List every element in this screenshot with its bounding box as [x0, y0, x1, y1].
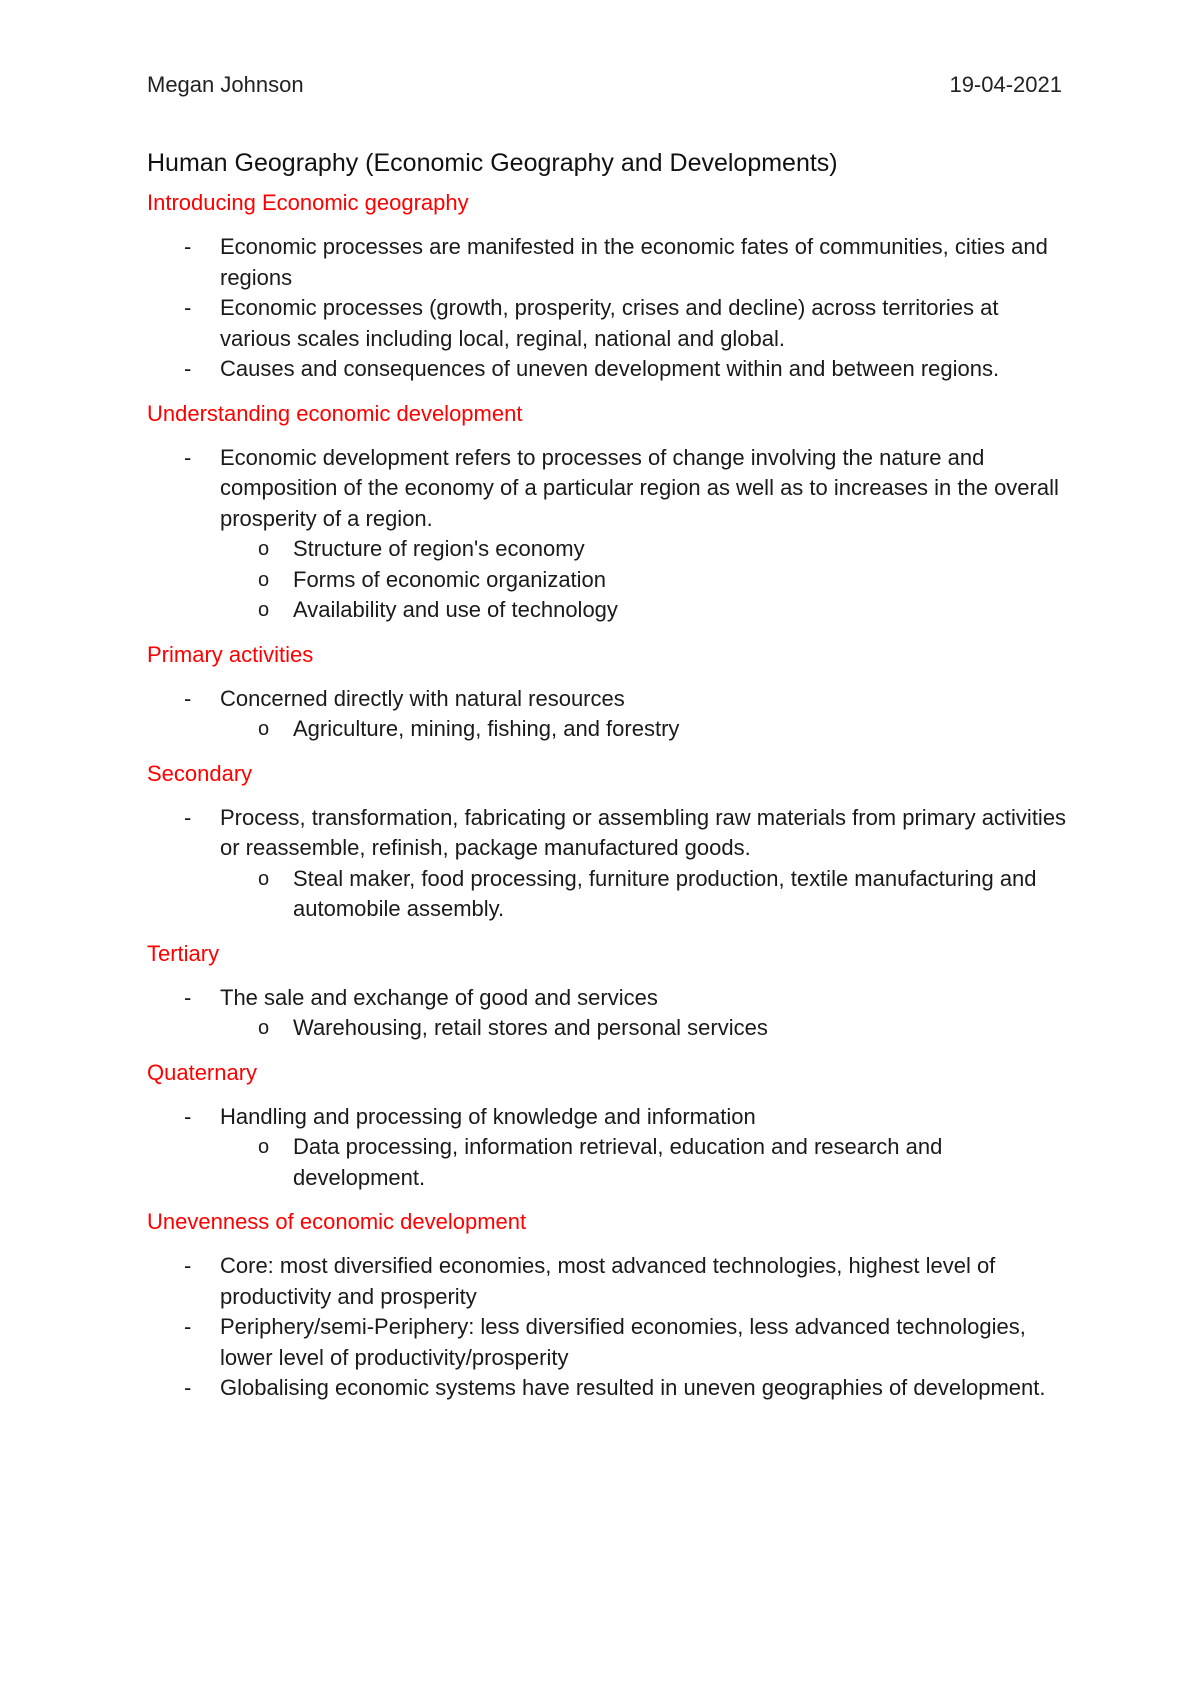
list-item-text: Causes and consequences of uneven development within and between regions.: [220, 356, 1000, 381]
circle-bullet-icon: o: [258, 718, 270, 740]
list-item-text: Process, transformation, fabricating or assembling raw materials from primary activities or reassemble, refinish, package manufactured goods.: [220, 804, 1067, 860]
sub-list-item: [147, 864, 1067, 925]
sub-list-item-text: Structure of region's economy: [293, 536, 585, 561]
circle-bullet-icon: o: [258, 867, 270, 890]
list-item: [147, 1373, 1067, 1404]
list-item: [147, 354, 1067, 385]
section-heading: Tertiary: [147, 940, 220, 966]
sub-list-item: [147, 714, 1067, 745]
sub-list-item: [147, 565, 1067, 596]
section-tertiary: [147, 940, 1067, 1044]
list-item-text: Handling and processing of knowledge and information: [220, 1103, 756, 1129]
circle-bullet-icon: o: [258, 599, 270, 621]
section-unevenness-of-economic-development: [147, 1208, 1067, 1404]
dash-bullet-icon: -: [184, 804, 192, 830]
list-item-text: Core: most diversified economies, most advanced technologies, highest level of productivity and prosperity: [220, 1253, 996, 1309]
dash-bullet-icon: -: [184, 984, 192, 1010]
sub-bullet-list: [147, 864, 1067, 925]
sub-list-item: [147, 1132, 1067, 1193]
sub-list-item-text: Steal maker, food processing, furniture production, textile manufacturing and automobile assembly.: [293, 865, 1037, 921]
dash-bullet-icon: -: [184, 1314, 192, 1339]
bullet-list: [147, 1251, 1067, 1404]
list-item-text: Globalising economic systems have resulted in uneven geographies of development.: [220, 1375, 1046, 1400]
sub-bullet-list: [147, 714, 1067, 745]
sub-bullet-list: [147, 1013, 1067, 1044]
section-primary-activities: [147, 641, 1067, 745]
bullet-list: [147, 684, 1067, 745]
section-heading: Understanding economic development: [147, 400, 523, 426]
list-item: [147, 983, 1067, 1044]
dash-bullet-icon: -: [184, 234, 192, 259]
author-name: Megan Johnson: [147, 72, 304, 97]
list-item-text: The sale and exchange of good and services: [220, 984, 658, 1010]
sub-bullet-list: [147, 534, 1067, 626]
bullet-list: [147, 983, 1067, 1044]
circle-bullet-icon: o: [258, 538, 270, 560]
list-item: [147, 1251, 1067, 1312]
list-item: [147, 1312, 1067, 1373]
sub-list-item-text: Availability and use of technology: [293, 597, 618, 622]
bullet-list: [147, 1102, 1067, 1194]
document-date: 19-04-2021: [949, 72, 1062, 97]
sub-bullet-list: [147, 1132, 1067, 1193]
sub-list-item-text: Warehousing, retail stores and personal services: [293, 1015, 768, 1040]
circle-bullet-icon: o: [258, 1136, 270, 1158]
bullet-list: [147, 232, 1067, 385]
section-heading: Introducing Economic geography: [147, 190, 469, 215]
section-heading: Quaternary: [147, 1059, 258, 1085]
list-item: [147, 803, 1067, 925]
list-item: [147, 684, 1067, 745]
dash-bullet-icon: -: [184, 444, 192, 470]
dash-bullet-icon: -: [184, 685, 192, 711]
dash-bullet-icon: -: [184, 1375, 192, 1400]
list-item: [147, 443, 1067, 626]
dash-bullet-icon: -: [184, 1253, 192, 1278]
bullet-list: [147, 443, 1067, 626]
list-item: [147, 1102, 1067, 1194]
document-body: [147, 147, 1067, 1419]
list-item-text: Concerned directly with natural resources: [220, 685, 625, 711]
dash-bullet-icon: -: [184, 1103, 192, 1129]
list-item: [147, 293, 1067, 354]
list-item-text: Economic processes (growth, prosperity, crises and decline) across territories at various scales including local, reginal, national and global.: [220, 295, 999, 351]
section-heading: Primary activities: [147, 641, 314, 667]
section-understanding-economic-development: [147, 400, 1067, 626]
section-quaternary: [147, 1059, 1067, 1194]
section-secondary: [147, 760, 1067, 925]
sub-list-item: [147, 1013, 1067, 1044]
list-item: [147, 232, 1067, 293]
section-heading: Unevenness of economic development: [147, 1209, 527, 1234]
dash-bullet-icon: -: [184, 356, 192, 381]
circle-bullet-icon: o: [258, 1017, 270, 1039]
sub-list-item-text: Data processing, information retrieval, education and research and development.: [293, 1134, 943, 1190]
dash-bullet-icon: -: [184, 295, 192, 320]
bullet-list: [147, 803, 1067, 925]
list-item-text: Economic processes are manifested in the economic fates of communities, cities and regions: [220, 234, 1048, 290]
sub-list-item: [147, 595, 1067, 626]
sub-list-item: [147, 534, 1067, 565]
list-item-text: Periphery/semi-Periphery: less diversified economies, less advanced technologies, lower level of productivity/prosperity: [220, 1314, 1026, 1370]
sub-list-item-text: Forms of economic organization: [293, 566, 607, 592]
list-item-text: Economic development refers to processes of change involving the nature and composition of the economy of a particular region as well as to increases in the overall prosperity of a region.: [220, 444, 1059, 531]
circle-bullet-icon: o: [258, 568, 270, 591]
section-heading: Secondary: [147, 760, 253, 786]
section-introducing-economic-geography: [147, 189, 1067, 385]
sub-list-item-text: Agriculture, mining, fishing, and forestry: [293, 716, 680, 741]
document-title: Human Geography (Economic Geography and Developments): [147, 149, 838, 177]
